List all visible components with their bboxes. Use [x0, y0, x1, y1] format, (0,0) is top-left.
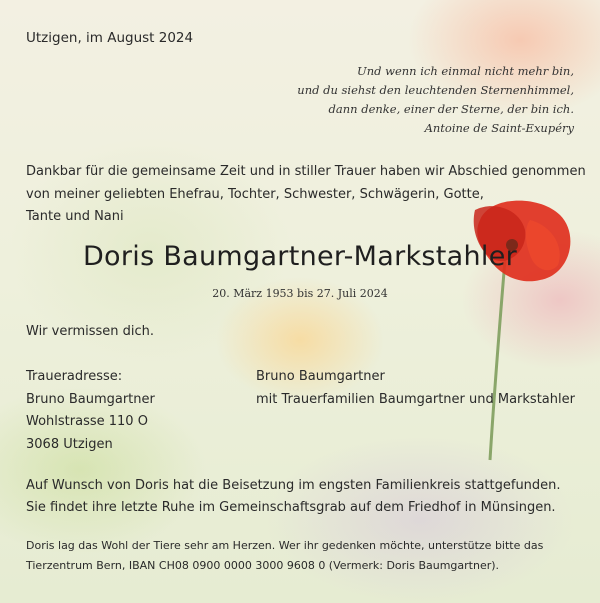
address-line: Wohlstrasse 110 O [26, 414, 148, 429]
address-line: 3068 Utzigen [26, 436, 113, 452]
intro-line: Dankbar für die gemeinsame Zeit und in stiller Trauer haben wir Abschied genommen [26, 164, 586, 179]
place-date: Utzigen, im August 2024 [26, 30, 194, 46]
deceased-name: Doris Baumgartner-Markstahler [82, 241, 518, 272]
intro-line: von meiner geliebten Ehefrau, Tochter, Schwester, Schwägerin, Gotte, [26, 186, 484, 202]
quote-block [297, 62, 574, 138]
quote-line: dann denke, einer der Sterne, der bin ich. [328, 102, 574, 116]
address-line: Bruno Baumgartner [26, 391, 155, 407]
burial-line: Sie findet ihre letzte Ruhe im Gemeinschaftsgrab auf dem Friedhof in Münsingen. [26, 500, 556, 515]
donation-note [26, 536, 543, 575]
intro-line: Tante und Nani [26, 209, 124, 224]
burial-note [26, 475, 561, 519]
quote-line: Und wenn ich einmal nicht mehr bin, [357, 64, 574, 78]
quote-author: Antoine de Saint-Exupéry [424, 121, 574, 135]
mourner-line: mit Trauerfamilien Baumgartner und Markstahler [256, 391, 575, 407]
mourners-list [256, 366, 575, 411]
poppy-flower-icon [440, 190, 590, 470]
mourning-address [26, 366, 155, 456]
mourner-line: Bruno Baumgartner [256, 369, 385, 384]
burial-line: Auf Wunsch von Doris hat die Beisetzung im engsten Familienkreis stattgefunden. [26, 478, 561, 493]
address-label: Traueradresse: [26, 369, 123, 384]
message-text: Wir vermissen dich. [26, 324, 155, 339]
donation-line: Tierzentrum Bern, IBAN CH08 0900 0000 3000 9608 0 (Vermerk: Doris Baumgartner). [26, 558, 500, 572]
quote-line: und du siehst den leuchtenden Sternenhimmel, [297, 83, 574, 97]
donation-line: Doris lag das Wohl der Tiere sehr am Herzen. Wer ihr gedenken möchte, unterstütze bitte das [26, 539, 544, 552]
life-dates: 20. März 1953 bis 27. Juli 2024 [212, 287, 388, 300]
